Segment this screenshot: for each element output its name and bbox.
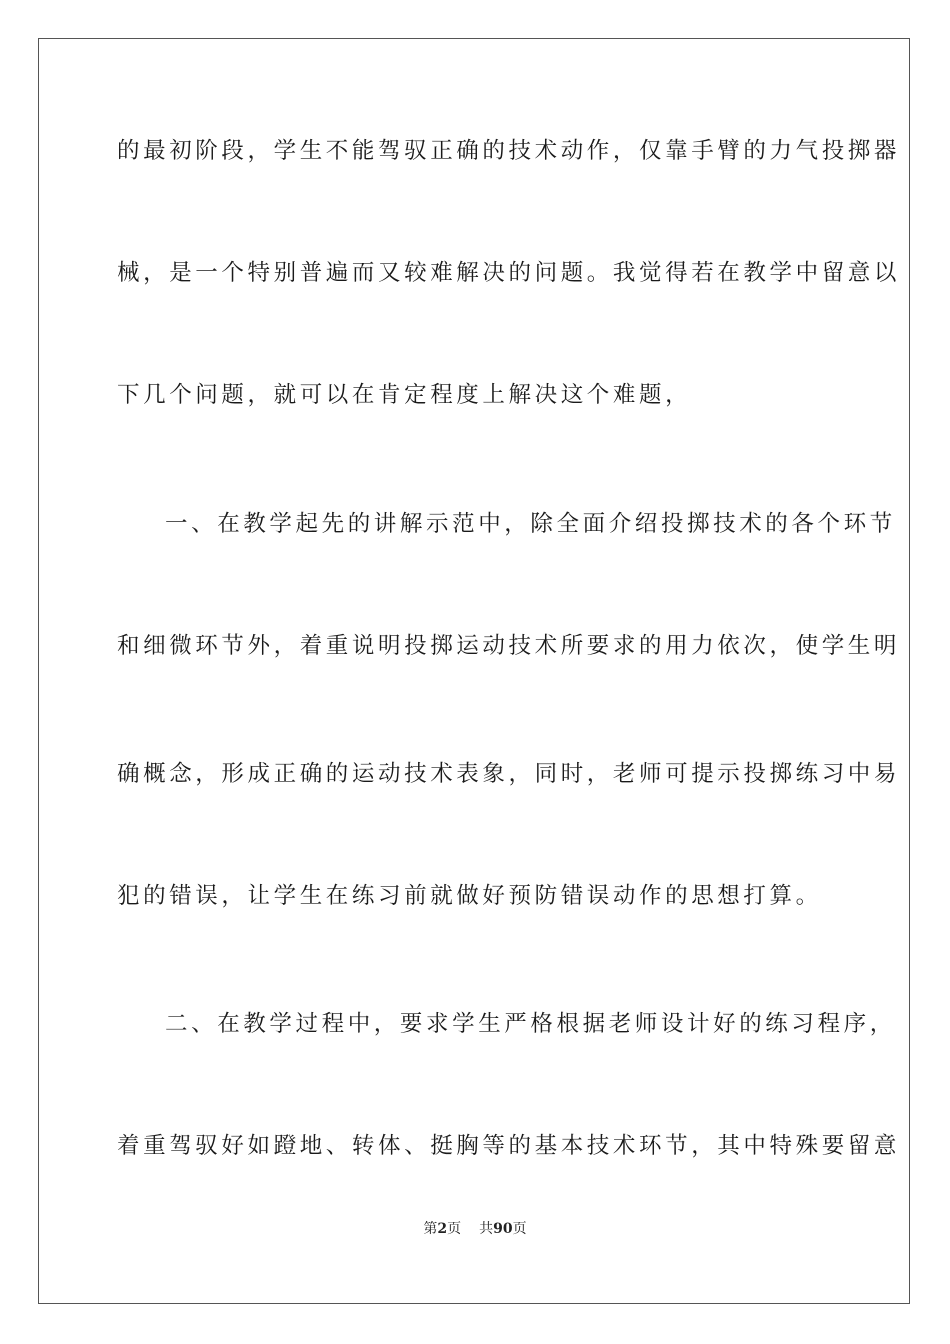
body-line-6: 确概念，形成正确的运动技术表象，同时，老师可提示投掷练习中易 (117, 761, 901, 787)
page-footer (0, 1219, 950, 1239)
total-pages: 90 (493, 1221, 513, 1237)
page-border (38, 38, 910, 1304)
body-line-4: 一、在教学起先的讲解示范中，除全面介绍投掷技术的各个环节 (165, 511, 896, 537)
body-line-1: 的最初阶段，学生不能驾驭正确的技术动作，仅靠手臂的力气投掷器 (117, 138, 901, 164)
page-suffix: 页 (447, 1221, 462, 1237)
body-line-2: 械，是一个特别普遍而又较难解决的问题。我觉得若在教学中留意以 (117, 260, 901, 286)
body-line-3: 下几个问题，就可以在肯定程度上解决这个难题， (117, 382, 692, 408)
total-prefix: 共 (479, 1221, 494, 1237)
total-suffix: 页 (512, 1221, 527, 1237)
body-line-9: 着重驾驭好如蹬地、转体、挺胸等的基本技术环节，其中特殊要留意 (117, 1133, 901, 1159)
body-line-7: 犯的错误，让学生在练习前就做好预防错误动作的思想打算。 (117, 883, 822, 909)
page-prefix: 第 (423, 1221, 438, 1237)
body-line-8: 二、在教学过程中，要求学生严格根据老师设计好的练习程序， (165, 1011, 896, 1037)
page-number: 2 (437, 1221, 448, 1237)
body-line-5: 和细微环节外，着重说明投掷运动技术所要求的用力依次，使学生明 (117, 633, 901, 659)
